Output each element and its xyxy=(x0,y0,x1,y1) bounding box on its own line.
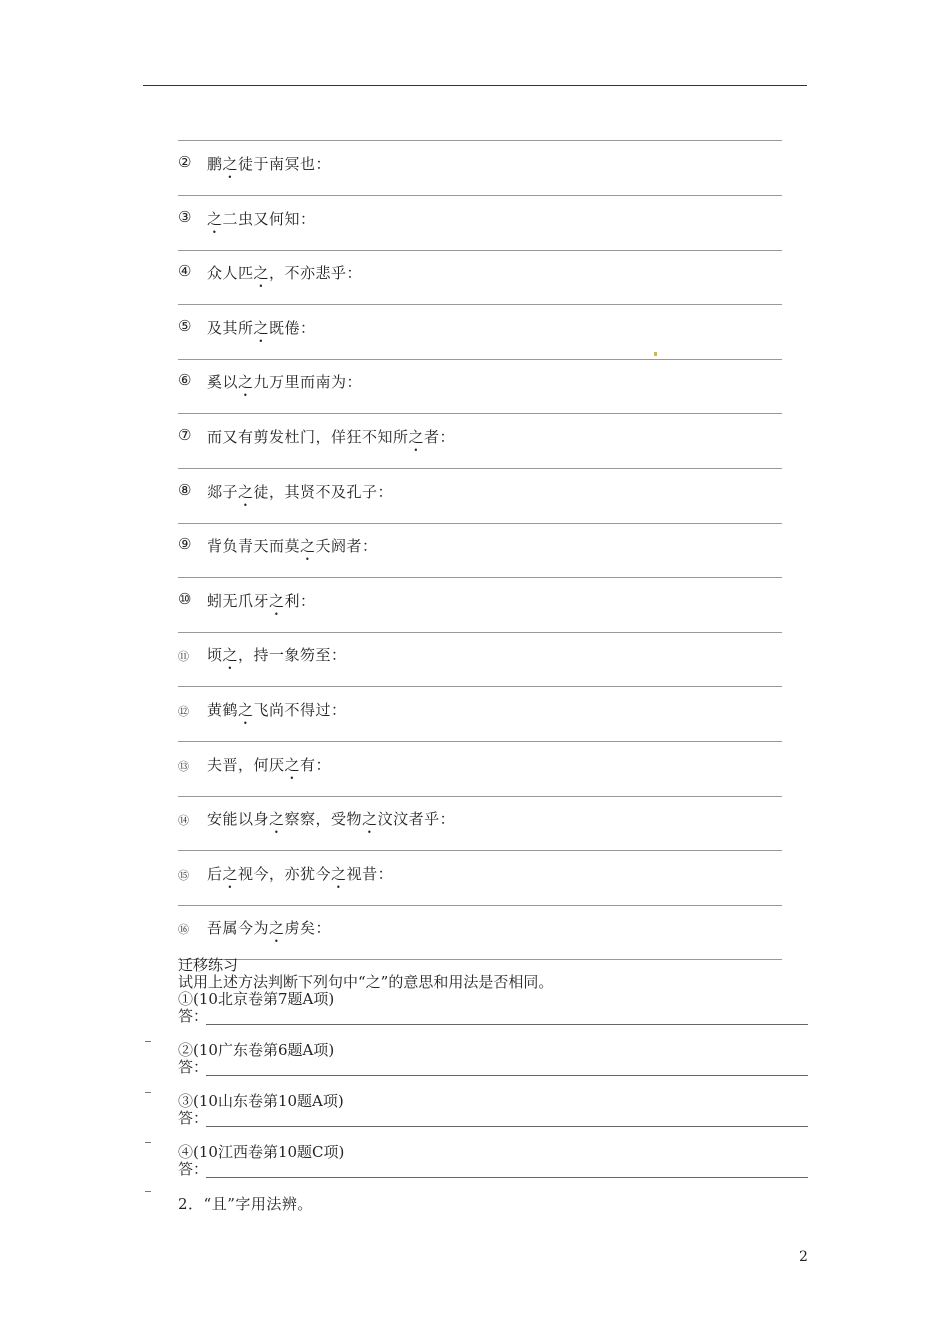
sentence-fragment: 者： xyxy=(424,428,456,446)
sentence-fragment: 安能以身 xyxy=(207,810,270,829)
sentence-fragment: 众人匹 xyxy=(207,264,254,283)
sentence-fragment: 黄鹤 xyxy=(207,701,239,719)
sentence-fragment: 徒于南冥也： xyxy=(238,155,332,173)
sentence-fragment: 既倦： xyxy=(269,318,316,337)
emphasized-character: 之 xyxy=(269,591,285,610)
sentence-fragment: 背负青天而莫 xyxy=(207,537,301,556)
answer-label: 答： xyxy=(178,1058,209,1076)
sentence-fragment: 而又有剪发杜门，佯狂不知所 xyxy=(207,428,409,446)
answer-row[interactable] xyxy=(178,1008,808,1025)
exercise-item xyxy=(178,359,782,414)
sentence-fragment: ，不亦悲乎： xyxy=(269,264,363,283)
emphasized-character: 之 xyxy=(269,919,285,938)
sentence-fragment: 汶汶者乎： xyxy=(377,810,456,829)
margin-dash xyxy=(145,1092,151,1093)
item-number: ④ xyxy=(178,262,192,281)
item-number: ⑦ xyxy=(178,426,192,444)
sentence-fragment: 察察，受物 xyxy=(284,810,363,829)
item-sentence xyxy=(207,153,331,182)
sentence-fragment: 虏矣： xyxy=(284,919,332,938)
answer-line xyxy=(206,1177,808,1178)
practice-section xyxy=(178,957,808,1178)
exercise-item xyxy=(178,578,782,633)
item-sentence xyxy=(207,208,316,237)
item-number: ⑥ xyxy=(178,371,192,390)
sentence-fragment: 鹏 xyxy=(207,155,223,173)
margin-dash xyxy=(145,1041,151,1042)
item-number: ② xyxy=(178,153,192,171)
item-number: ⑨ xyxy=(178,535,192,554)
answer-line xyxy=(206,1024,808,1025)
item-number: ⑮ xyxy=(178,868,189,882)
answer-line xyxy=(206,1126,808,1127)
answer-row[interactable] xyxy=(178,1110,808,1127)
exercise-item xyxy=(178,742,782,797)
sentence-fragment: 视今，亦犹今 xyxy=(238,864,332,883)
question-heading: 2．“且”字用法辨。 xyxy=(178,1195,313,1213)
emphasized-character: 之 xyxy=(269,810,285,829)
page-number: 2 xyxy=(799,1249,808,1265)
sentence-fragment: 蚓无爪牙 xyxy=(207,591,270,610)
exercise-item xyxy=(178,687,782,742)
item-sentence xyxy=(207,426,455,455)
sentence-fragment: 利： xyxy=(284,591,316,610)
practice-question-source: ④(10江西卷第10题C项) xyxy=(178,1143,345,1161)
sentence-fragment: 飞尚不得过： xyxy=(253,701,347,719)
exercise-item xyxy=(178,796,782,851)
answer-label: 答： xyxy=(178,1109,209,1127)
item-sentence xyxy=(207,481,393,510)
emphasized-character: 之 xyxy=(331,864,347,883)
emphasized-character: 之 xyxy=(222,646,239,665)
exercise-item xyxy=(178,141,782,196)
sentence-fragment: 徒，其贤不及孔子： xyxy=(253,482,394,501)
sentence-fragment: 有： xyxy=(300,755,332,774)
exercise-item xyxy=(178,250,782,305)
emphasized-character: 之 xyxy=(362,810,378,829)
margin-dash xyxy=(145,1142,151,1143)
item-sentence xyxy=(207,590,316,619)
sentence-fragment: 二虫又何知： xyxy=(222,209,316,228)
emphasized-character: 之 xyxy=(207,209,223,228)
item-number: ⑤ xyxy=(178,316,192,335)
answer-row[interactable] xyxy=(178,1059,808,1076)
margin-dash xyxy=(145,1191,151,1192)
sentence-fragment: 吾属今为 xyxy=(207,919,270,938)
practice-question-source: ②(10广东卷第6题A项) xyxy=(178,1041,335,1059)
item-sentence xyxy=(207,699,347,728)
exercise-item xyxy=(178,905,782,960)
exercise-item xyxy=(178,632,782,687)
item-number: ⑬ xyxy=(178,759,189,773)
exercise-item xyxy=(178,196,782,251)
item-sentence xyxy=(207,808,455,837)
practice-title: 迁移练习 xyxy=(178,956,239,974)
emphasized-character: 之 xyxy=(253,318,270,337)
emphasized-character: 之 xyxy=(238,482,254,501)
answer-row[interactable] xyxy=(178,1161,808,1178)
emphasized-character: 之 xyxy=(222,864,239,883)
sentence-fragment: ，持一象笏至： xyxy=(238,646,347,665)
exercise-item xyxy=(178,523,782,578)
header-rule xyxy=(143,85,807,86)
emphasized-character: 之 xyxy=(238,701,254,719)
exercise-item xyxy=(178,851,782,906)
emphasized-character: 之 xyxy=(253,264,270,283)
sentence-fragment: 夭阏者： xyxy=(315,537,378,556)
item-sentence xyxy=(207,754,331,783)
sentence-fragment: 九万里而南为： xyxy=(253,373,363,392)
item-sentence xyxy=(207,917,331,946)
emphasized-character: 之 xyxy=(222,155,239,173)
sentence-fragment: 及其所 xyxy=(207,318,254,337)
answer-label: 答： xyxy=(178,1007,209,1025)
item-sentence xyxy=(207,863,393,892)
sentence-fragment: 后 xyxy=(207,864,223,883)
emphasized-character: 之 xyxy=(238,373,254,392)
practice-instruction: 试用上述方法判断下列句中“之”的意思和用法是否相同。 xyxy=(178,973,554,991)
item-sentence xyxy=(207,371,362,400)
stray-mark xyxy=(654,352,657,356)
item-number: ⑭ xyxy=(178,814,189,828)
emphasized-character: 之 xyxy=(300,537,316,556)
item-number: ⑩ xyxy=(178,589,192,608)
answer-line xyxy=(206,1075,808,1076)
item-sentence xyxy=(207,535,378,564)
answer-label: 答： xyxy=(178,1160,209,1178)
item-number: ⑧ xyxy=(178,480,192,499)
sentence-fragment: 视昔： xyxy=(346,864,394,883)
item-number: ⑫ xyxy=(178,705,189,718)
item-sentence xyxy=(207,262,362,291)
sentence-fragment: 奚以 xyxy=(207,373,239,392)
item-number: ③ xyxy=(178,207,192,226)
sentence-fragment: 夫晋，何厌 xyxy=(207,755,285,774)
emphasized-character: 之 xyxy=(284,755,301,774)
sentence-fragment: 郯子 xyxy=(207,482,239,501)
item-sentence xyxy=(207,317,316,346)
item-number: ⑪ xyxy=(178,650,189,664)
emphasized-character: 之 xyxy=(408,428,425,446)
practice-question-source: ①(10北京卷第7题A项) xyxy=(178,990,335,1008)
sentence-fragment: 顷 xyxy=(207,646,223,665)
exercise-item xyxy=(178,305,782,360)
practice-question-source: ③(10山东卷第10题A项) xyxy=(178,1092,344,1110)
item-sentence xyxy=(207,644,347,673)
exercise-item xyxy=(178,469,782,524)
exercise-item xyxy=(178,414,782,469)
item-number: ⑯ xyxy=(178,923,189,937)
